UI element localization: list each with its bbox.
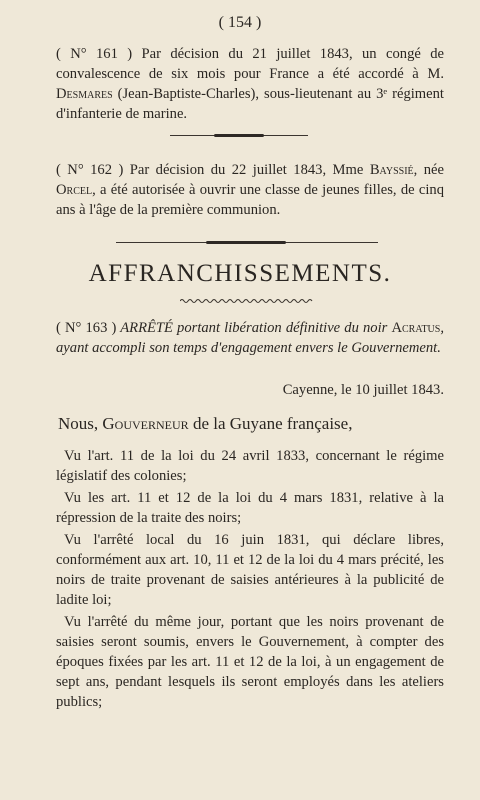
entry-163-number: ( N° 163 )	[56, 320, 117, 336]
nous-word: Nous,	[58, 414, 103, 433]
considerant-2: Vu les art. 11 et 12 de la loi du 4 mars 1831, relative à la répression de la traite des noirs;	[56, 490, 444, 526]
entry-162-text-before: Par décision du 22 juillet 1843, Mme	[123, 162, 370, 178]
preamble-nous	[58, 414, 352, 434]
entry-163-title: ARRÊTÉ portant libération définitive du noir	[116, 320, 392, 336]
entry-161-name: Desmares	[56, 86, 113, 102]
entry-163	[56, 318, 444, 358]
section-heading: AFFRANCHISSEMENTS.	[88, 260, 392, 287]
nous-title: Gouverneur	[102, 414, 189, 433]
considerant-3: Vu l'arrêté local du 16 juin 1831, qui déclare libres, conformément aux art. 10, 11 et 12 de la loi du 4 mars précité, les noirs de traite provenant de saisies antérieures à la publicité de ladite loi;	[56, 532, 444, 608]
entry-162-text-after: , a été autorisée à ouvrir une classe de jeunes filles, de cinq ans à l'âge de la première communion.	[56, 182, 444, 218]
entry-162-text-mid: , née	[413, 162, 444, 178]
entry-161	[56, 44, 444, 124]
considerant-1: Vu l'art. 11 de la loi du 24 avril 1833, concernant le régime législatif des colonies;	[56, 448, 444, 484]
entry-162-number: ( N° 162 )	[56, 162, 124, 178]
entry-161-text-before: Par décision du 21 juillet 1843, un congé de convalescence de six mois pour France a été accordé à M.	[56, 46, 444, 82]
entry-162-maiden-name: Orcel	[56, 182, 93, 198]
entry-162	[56, 160, 444, 220]
entry-163-name: Acratus	[391, 320, 441, 336]
entry-162-name: Bayssié	[369, 162, 414, 178]
wavy-ornament	[180, 298, 314, 304]
nous-rest: de la Guyane française,	[188, 414, 353, 433]
page-number: ( 154 )	[218, 14, 262, 31]
considerant-4: Vu l'arrêté du même jour, portant que les noirs provenant de saisies seront soumis, envers le Gouvernement, à compter des époques fixées par les art. 11 et 12 de la loi, à un engagement de sept ans, pendant lesquels ils seront employés dans les ateliers publics;	[56, 614, 444, 710]
entry-161-number: ( N° 161 )	[56, 46, 133, 62]
entry-163-title-rest: , ayant accompli son temps d'engagement envers le Gouvernement.	[56, 320, 444, 356]
separator-rule-1-center	[214, 134, 264, 137]
entry-161-text-after: (Jean-Baptiste-Charles), sous-lieutenant au 3ᵉ régiment d'infanterie de marine.	[56, 86, 444, 122]
dateline: Cayenne, le 10 juillet 1843.	[282, 382, 444, 398]
separator-rule-2-center	[206, 241, 286, 244]
